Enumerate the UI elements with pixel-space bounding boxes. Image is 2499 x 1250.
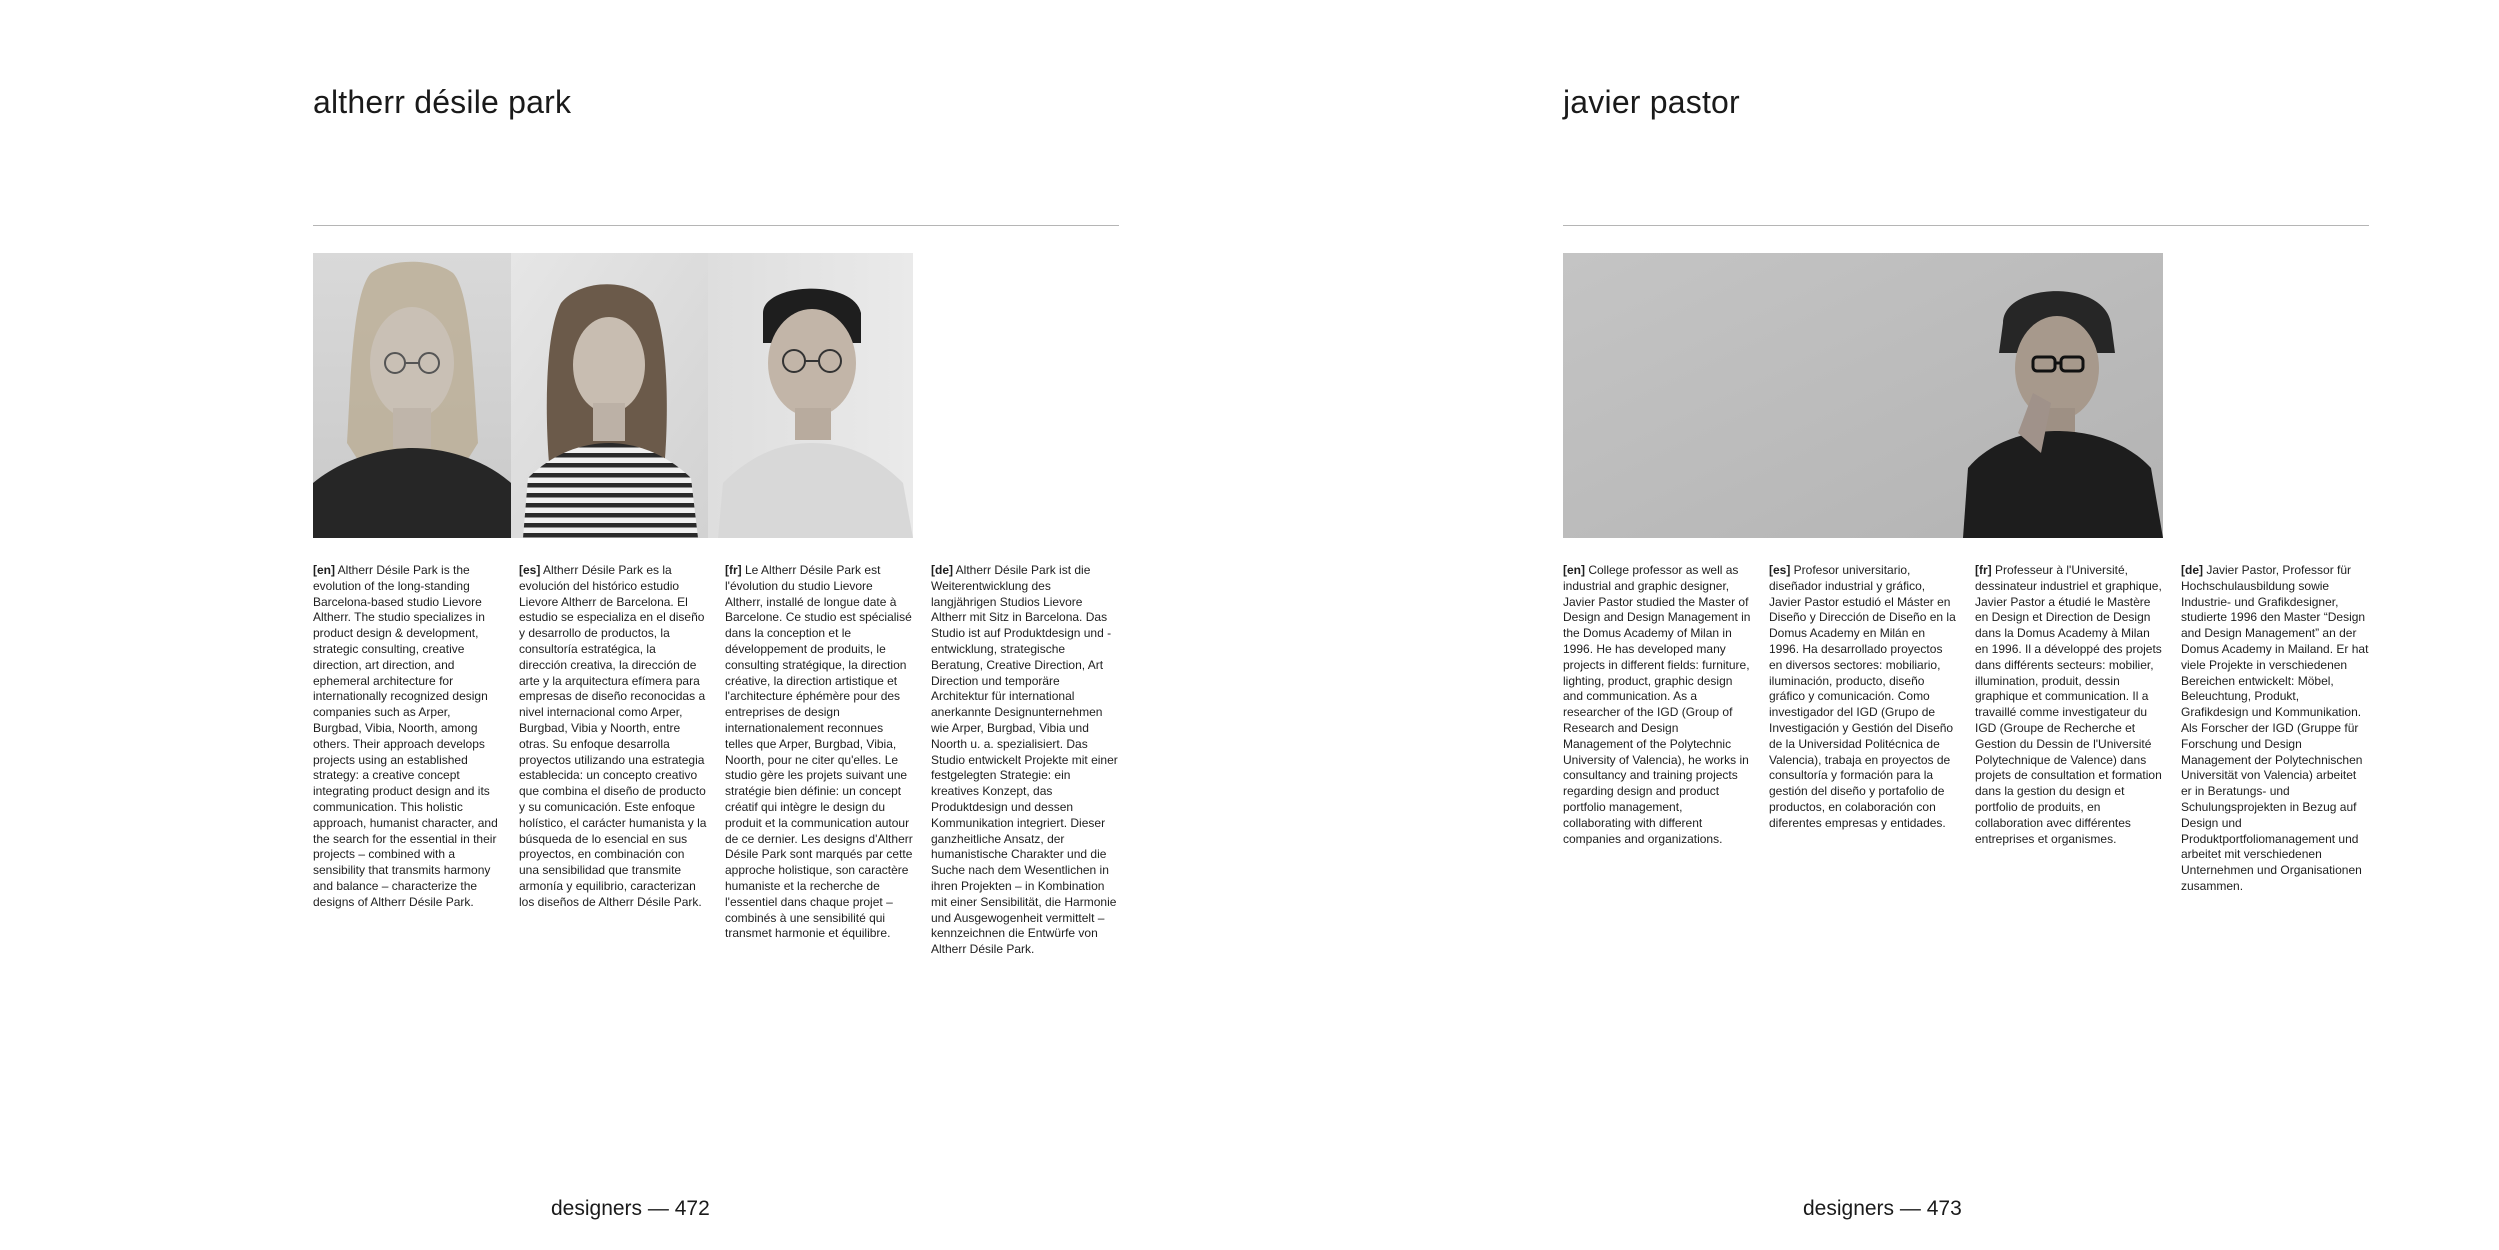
page-title: altherr désile park xyxy=(313,84,572,120)
left-page xyxy=(0,0,1249,1250)
bio-de: [de] Altherr Désile Park ist die Weiterentwicklung des langjährigen Studios Lievore Altherr mit Sitz in Barcelona. Das Studio ist auf Produktdesign und -entwicklung, strategische Beratung, Creative Direction, Art Direction und temporäre Architektur für international anerkannte Designunternehmen wie Arper, Burgbad, Vibia und Noorth u. a. spezialisiert. Das Studio entwickelt Projekte mit einer festgelegten Strategie: ein kreatives Konzept, das Produktdesign und dessen Kommunikation integriert. Dieser ganzheitliche Ansatz, der humanistische Charakter und die Suche nach dem Wesentlichen in ihren Projekten – in Kombination mit einer Sensibilität, die Harmonie und Ausgewogenheit vermittelt – kennzeichnen die Entwürfe von Altherr Désile Park. xyxy=(931,563,1118,957)
bio-en: [en] College professor as well as industrial and graphic designer, Javier Pastor studied the Master of Design and Design Management in the Domus Academy of Milan in 1996. He has developed many projects in different fields: furniture, lighting, product, graphic design and communication. As a researcher of the IGD (Group of Research and Design Management of the Polytechnic University of Valencia), he works in consultancy and training projects regarding design and product portfolio management, collaborating with different companies and organizations. xyxy=(1563,563,1751,846)
divider xyxy=(313,225,1119,226)
bio-columns xyxy=(313,563,1119,958)
portrait-woman-striped xyxy=(511,253,708,538)
designers-photo xyxy=(313,253,913,538)
page-footer: designers — 472 xyxy=(551,1197,710,1220)
page-title: javier pastor xyxy=(1563,84,1740,120)
portrait-man-glasses xyxy=(708,253,913,538)
bio-en: [en] Altherr Désile Park is the evolution of the long-standing Barcelona-based studio Lievore Altherr. The studio specializes in product design & development, strategic consulting, creative direction, art direction, and ephemeral architecture for internationally recognized design companies such as Arper, Burgbad, Vibia, Noorth, among others. Their approach develops projects using an established strategy: a creative concept integrating product design and its communication. This holistic approach, humanist character, and the search for the essential in their projects – combined with a sensibility that transmits harmony and balance – characterize the designs of Altherr Désile Park. xyxy=(313,563,498,909)
bio-es: [es] Altherr Désile Park es la evolución del histórico estudio Lievore Altherr de Barcelona. El estudio se especializa en el diseño y desarrollo de productos, la consultoría estratégica, la dirección creativa, la dirección de arte y la arquitectura efímera para empresas de diseño reconocidas a nivel internacional como Arper, Burgbad, Vibia y Noorth, entre otras. Su enfoque desarrolla proyectos utilizando una estrategia establecida: un concepto creativo que combina el diseño de producto y su comunicación. Este enfoque holístico, el carácter humanista y la búsqueda de lo esencial en sus proyectos, en combinación con una sensibilidad que transmite armonía y equilibrio, caracterizan los diseños de Altherr Désile Park. xyxy=(519,563,707,909)
bio-de: [de] Javier Pastor, Professor für Hochschulausbildung sowie Industrie- und Grafikdesigner, studierte 1996 den Master “Design and Design Management” an der Domus Academy in Mailand. Er hat viele Projekte in verschiedenen Bereichen entwickelt: Möbel, Beleuchtung, Produkt, Grafikdesign und Kommunikation. Als Forscher der IGD (Gruppe für Forschung und Design Management der Polytechnischen Universität von Valencia) arbeitet er in Beratungs- und Schulungsprojekten in Bezug auf Design und Produktportfoliomanagement und arbeitet mit verschiedenen Unternehmen und Organisationen zusammen. xyxy=(2181,563,2369,893)
page-footer: designers — 473 xyxy=(1803,1197,1962,1220)
bio-fr: [fr] Le Altherr Désile Park est l'évolution du studio Lievore Altherr, installé de longue date à Barcelone. Ce studio est spécialisé dans la conception et le développement de produits, le consulting stratégique, la direction créative, la direction artistique et l'architecture éphémère pour des entreprises de design internationalement reconnues telles que Arper, Burgbad, Vibia, Noorth, pour ne citer qu'elles. Le studio gère les projets suivant une stratégie bien définie: un concept créatif qui intègre le design du produit et la communication autour de ce dernier. Les designs d'Altherr Désile Park sont marqués par cette approche holistique, son caractère humaniste et la recherche de l'essentiel dans chaque projet – combinés à une sensibilité qui transmet harmonie et équilibre. xyxy=(725,563,913,941)
bio-columns xyxy=(1563,563,2369,895)
divider xyxy=(1563,225,2369,226)
right-page xyxy=(1250,0,2499,1250)
bio-es: [es] Profesor universitario, diseñador industrial y gráfico, Javier Pastor estudió el Máster en Diseño y Dirección de Diseño en la Domus Academy en Milán en 1996. Ha desarrollado proyectos en diversos sectores: mobiliario, iluminación, producto, diseño gráfico y comunicación. Como investigador del IGD (Grupo de Investigación y Gestión del Diseño de la Universidad Politécnica de Valencia), trabaja en proyectos de consultoría y formación para la gestión del diseño y portafolio de productos, en colaboración con diferentes empresas y entidades. xyxy=(1769,563,1956,830)
bio-fr: [fr] Professeur à l'Université, dessinateur industriel et graphique, Javier Pastor a étudié le Mastère en Design et Direction de Design dans la Domus Academy à Milan en 1996. Il a développé des projets dans différents secteurs: mobilier, illumination, produit, dessin graphique et communication. Il a travaillé comme investigateur du IGD (Groupe de Recherche et Gestion du Dessin de l'Université Polytechnique de Valence) dans projets de consultation et formation dans la gestion du design et portfolio de produits, en collaboration avec différentes entreprises et organismes. xyxy=(1975,563,2162,846)
designer-photo xyxy=(1563,253,2163,538)
portrait-woman-glasses xyxy=(313,253,511,538)
